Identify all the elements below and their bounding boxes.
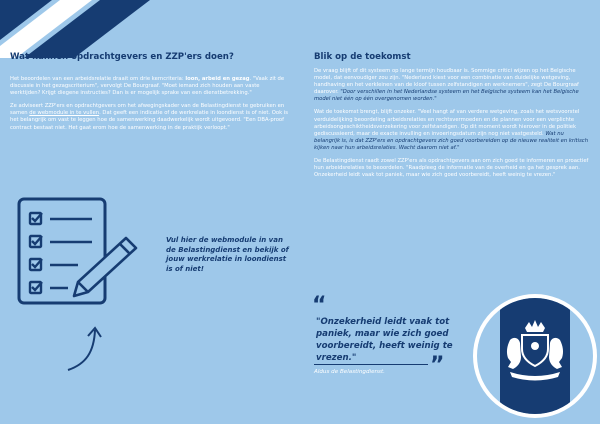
quote-close-mark: ” <box>430 353 445 378</box>
right-body <box>314 68 590 185</box>
dutch-coat-of-arms-icon <box>470 288 600 424</box>
left-heading: Wat kunnen opdrachtgevers en ZZP'ers doen? <box>10 52 234 62</box>
webmodule-callout[interactable]: Vul hier de webmodule in van de Belastingdienst en bekijk of jouw werkrelatie in loondienst is of niet! <box>166 236 289 273</box>
right-heading: Blik op de toekomst <box>314 52 411 62</box>
pull-quote: "Onzekerheid leidt vaak tot paniek, maar wie zich goed voorbereidt, heeft weinig te vrezen." <box>316 317 453 363</box>
decorative-stripes <box>0 0 170 60</box>
right-paragraph-1: De vraag blijft of dit systeem op lange termijn houdbaar is. Sommige critici wijzen op het Belgische model, dat eenvoudiger zou zijn. "Nederland kiest voor een combinatie van duidelijke wetgeving, handhaving en het verkleinen van de kloof tussen zelfstandigen en werknemers", zegt De Bourgraaf daarover. "Door verschillen in het Nederlandse systeem en het Belgische systeem kan het Belgische model niet één op één overgenomen worden." <box>314 68 579 103</box>
curved-arrow-icon <box>64 322 104 374</box>
quote-divider <box>314 364 428 365</box>
webmodule-link[interactable]: de webmodule in te vullen <box>29 110 100 117</box>
checklist-with-pencil-icon <box>16 196 144 306</box>
left-body <box>10 76 288 138</box>
left-paragraph-1: Het beoordelen van een arbeidsrelatie draait om drie kerncriteria: loon, arbeid en gezag. "Vaak zit de discussie in het gezagscriterium", vervolgt De Bourgraaf. "Moet iemand zich houden aan vaste werktijden? Krijgt diegene instructies? Dan is er mogelijk sprake van een dienstbetrekking." <box>10 76 285 97</box>
left-paragraph-2: Ze adviseert ZZP'ers en opdrachtgevers om het afwegingskader van de Belastingdienst te gebruiken en samen de webmodule in te vullen. Dat geeft een indicatie of de werkrelatie in loondienst is of niet. Ook is het belangrijk om vast te leggen hoe de samenwerking daadwerkelijk wordt uitgevoerd. "Een DBA-proof contract bestaat niet. Het gaat erom hoe de samenwerking in de praktijk verloopt." <box>10 103 288 131</box>
right-paragraph-3: De Belastingdienst raadt zowel ZZP'ers als opdrachtgevers aan om zich goed te informeren en proactief hun arbeidsrelaties te beoordelen. "Raadpleeg de informatie van de overheid en ga het gesprek aan. Onzekerheid leidt vaak tot paniek, maar wie zich goed voorbereidt, heeft weinig te vrezen." <box>314 158 589 179</box>
quote-attribution: Aldus de Belastingdienst. <box>314 369 385 375</box>
right-paragraph-2: Wat de toekomst brengt, blijft onzeker. "Veel hangt af van verdere wetgeving, zoals het wetsvoorstel verduidelijking beoordeling arbeidsrelaties en rechtsvermoeden en de plannen voor een verplichte arbeidsongeschiktheidsverzekering voor zelfstandigen. Op dit moment wordt hierover in de politiek gediscussieerd, maar de exacte invulling en invoeringsdatum zijn nog niet vastgesteld. Wat nu belangrijk is, is dat ZZP'ers en opdrachtgevers zich goed voorbereiden op de nieuwe realiteit en kritisch kijken naar hun arbeidsrelaties. Wacht daarom niet af." <box>314 109 589 151</box>
quote-open-mark: “ <box>312 293 327 318</box>
